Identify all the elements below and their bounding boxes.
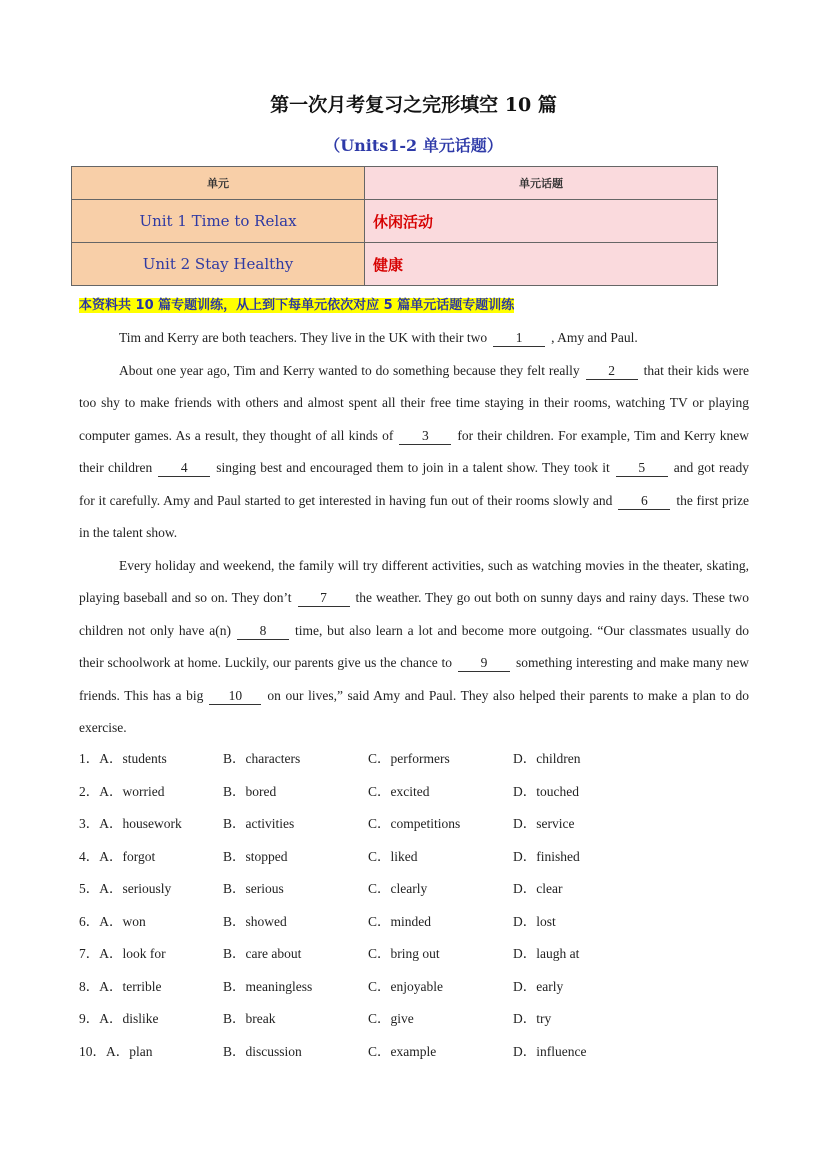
blank-8: 8 [237,623,289,640]
option-a: 9．A．dislike [79,1011,159,1026]
option-d: D．service [513,816,575,831]
option-row [79,938,749,971]
unit-topic: 健康 [365,243,718,286]
option-a: 2．A．worried [79,783,165,799]
option-c: C．give [368,1011,414,1026]
option-c: C．performers [368,751,450,766]
option-b: B．discussion [223,1043,302,1059]
option-row [79,873,749,906]
option-row [79,776,749,809]
option-b: B．meaningless [223,978,313,994]
option-b: B．bored [223,783,277,799]
option-b: B．activities [223,816,295,831]
option-a: 8．A．terrible [79,978,162,994]
option-a: 5．A．seriously [79,881,172,896]
blank-2: 2 [586,363,638,380]
blank-1: 1 [493,330,545,347]
option-d: D．try [513,1011,552,1026]
table-row [72,243,718,286]
option-b: B．characters [223,751,301,766]
option-row [79,1003,749,1036]
blank-9: 9 [458,655,510,672]
option-row [79,743,749,776]
unit-topic-table [71,166,718,286]
table-row [72,200,718,243]
option-d: D．lost [513,913,556,929]
unit-name: Unit 2 Stay Healthy [72,243,365,286]
paragraph-1: Tim and Kerry are both teachers. They live in the UK with their two 1 , Amy and Paul. [119,330,638,345]
option-a: 4．A．forgot [79,848,156,864]
page-title: 第一次月考复习之完形填空 10 篇 [270,94,557,116]
option-b: B．break [223,1011,276,1026]
option-a: 1．A．students [79,751,167,766]
highlighted-note: 本资料共 10 篇专题训练，从上到下每单元依次对应 5 篇单元话题专题训练 [79,298,515,313]
option-c: C．example [368,1043,437,1059]
option-row [79,971,749,1004]
option-d: D．children [513,751,581,766]
cloze-passage [79,322,749,745]
blank-10: 10 [209,688,261,705]
option-b: B．serious [223,881,284,896]
option-d: D．clear [513,881,563,896]
paragraph-2: About one year ago, Tim and Kerry wanted to do something because they felt really 2 that their kids were too shy to make friends with others and almost spent all their free time staying in their rooms, watching TV or playing computer games. As a result, they thought of all kinds of 3 for their children. For example, Tim and Kerry knew their children 4 singing best and encouraged them to join in a talent show. They took it 5 and got ready for it carefully. Amy and Paul started to get interested in having fun out of their rooms slowly and 6 the first prize in the talent show. [79,362,750,540]
blank-4: 4 [158,460,210,477]
option-b: B．stopped [223,848,288,864]
option-d: D．finished [513,848,580,864]
unit-topic: 休闲活动 [365,200,718,243]
option-row [79,808,749,841]
option-b: B．showed [223,913,287,929]
paragraph-3: Every holiday and weekend, the family will try different activities, such as watching movies in the theater, skating, playing baseball and so on. They don’t 7 the weather. They go out both on sunny days and rainy days. These two children not only have a(n) 8 time, but also learn a lot and become more outgoing. “Our classmates usually do their schoolwork at home. Luckily, our parents give us the chance to 9 something interesting and make many new friends. This has a big 10 on our lives,” said Amy and Paul. They also helped their parents to make a plan to do exercise. [79,557,750,735]
option-d: D．laugh at [513,946,580,961]
option-a: 10．A．plan [79,1043,153,1059]
option-row [79,1036,749,1069]
option-d: D．touched [513,783,579,799]
header-unit: 单元 [72,167,365,200]
blank-7: 7 [298,590,350,607]
blank-6: 6 [618,493,670,510]
blank-3: 3 [399,428,451,445]
option-b: B．care about [223,946,302,961]
option-row [79,906,749,939]
blank-5: 5 [616,460,668,477]
option-d: D．early [513,978,564,994]
option-a: 6．A．won [79,913,146,929]
option-c: C．liked [368,848,418,864]
table-header-row [72,167,718,200]
unit-name: Unit 1 Time to Relax [72,200,365,243]
header-topic: 单元话题 [365,167,718,200]
option-c: C．bring out [368,946,440,961]
option-a: 3．A．housework [79,816,182,831]
option-c: C．competitions [368,816,461,831]
answer-options [79,743,749,1068]
option-c: C．excited [368,783,430,799]
option-a: 7．A．look for [79,946,166,961]
option-c: C．enjoyable [368,978,443,994]
option-c: C．clearly [368,881,428,896]
page-subtitle: （Units1-2 单元话题） [324,136,503,155]
option-d: D．influence [513,1043,587,1059]
option-row [79,841,749,874]
option-c: C．minded [368,913,431,929]
